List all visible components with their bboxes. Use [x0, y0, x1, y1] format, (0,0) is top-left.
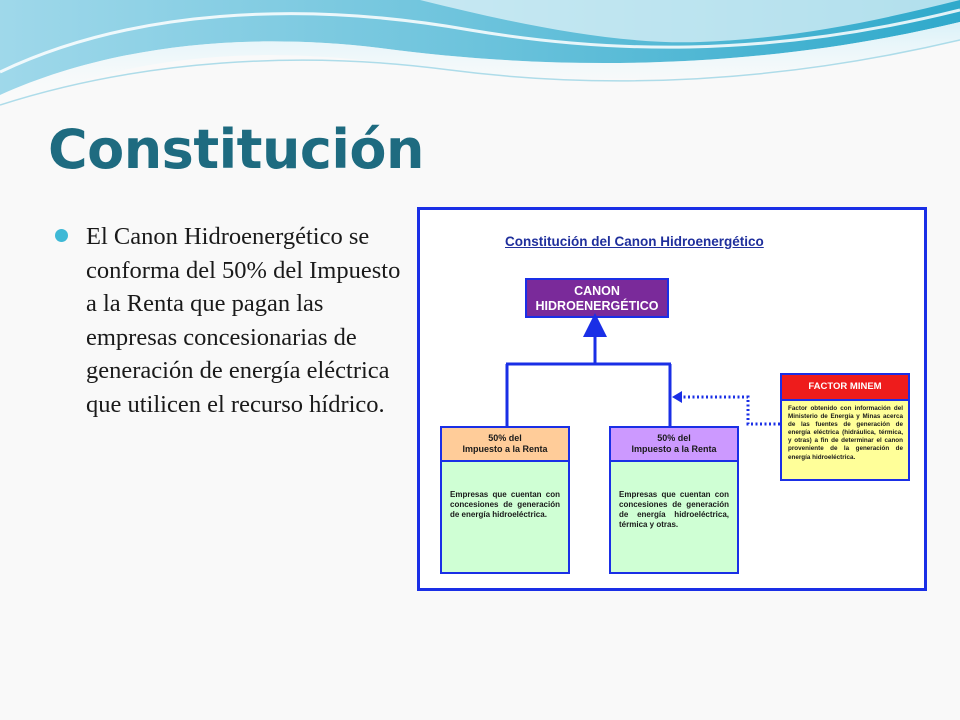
slide-title: Constitución	[48, 118, 424, 181]
minem-dotted-connector	[679, 397, 780, 424]
left-tax-body: Empresas que cuentan con concesiones de generación de energía hidroeléctrica.	[450, 490, 560, 519]
canon-label-line1: CANON	[574, 284, 620, 298]
factor-minem-header: FACTOR MINEM	[782, 375, 908, 401]
canon-label-line2: HIDROENERGÉTICO	[535, 299, 659, 313]
header-wave-decoration	[0, 0, 960, 130]
right-tax-box	[609, 426, 739, 574]
right-tax-header-line1: 50% del	[657, 433, 691, 443]
right-tax-header-line2: Impuesto a la Renta	[631, 444, 717, 454]
bullet-text: El Canon Hidroenergético se conforma del 50% del Impuesto a la Renta que pagan las empresas concesionarias de generación de energía eléctrica que utilicen el recurso hídrico.	[86, 223, 401, 418]
right-tax-body: Empresas que cuentan con concesiones de generación de energía hidroeléctrica, térmica y otras.	[619, 490, 729, 529]
left-tax-header-line1: 50% del	[488, 433, 522, 443]
right-tax-header	[611, 428, 737, 462]
left-tax-header	[442, 428, 568, 462]
bullet-icon	[55, 229, 68, 242]
factor-minem-box	[780, 373, 910, 481]
left-tax-box	[440, 426, 570, 574]
minem-arrowhead	[672, 391, 682, 403]
diagram-frame	[417, 207, 927, 591]
left-tax-header-line2: Impuesto a la Renta	[462, 444, 548, 454]
diagram-title: Constitución del Canon Hidroenergético	[505, 234, 764, 249]
factor-minem-body: Factor obtenido con información del Ministerio de Energía y Minas acerca de las fuentes de generación de energía eléctrica (hidráulica, térmica, y otras) a fin de determinar el canon proveniente de la generación de energía hidroeléctrica.	[788, 405, 903, 461]
